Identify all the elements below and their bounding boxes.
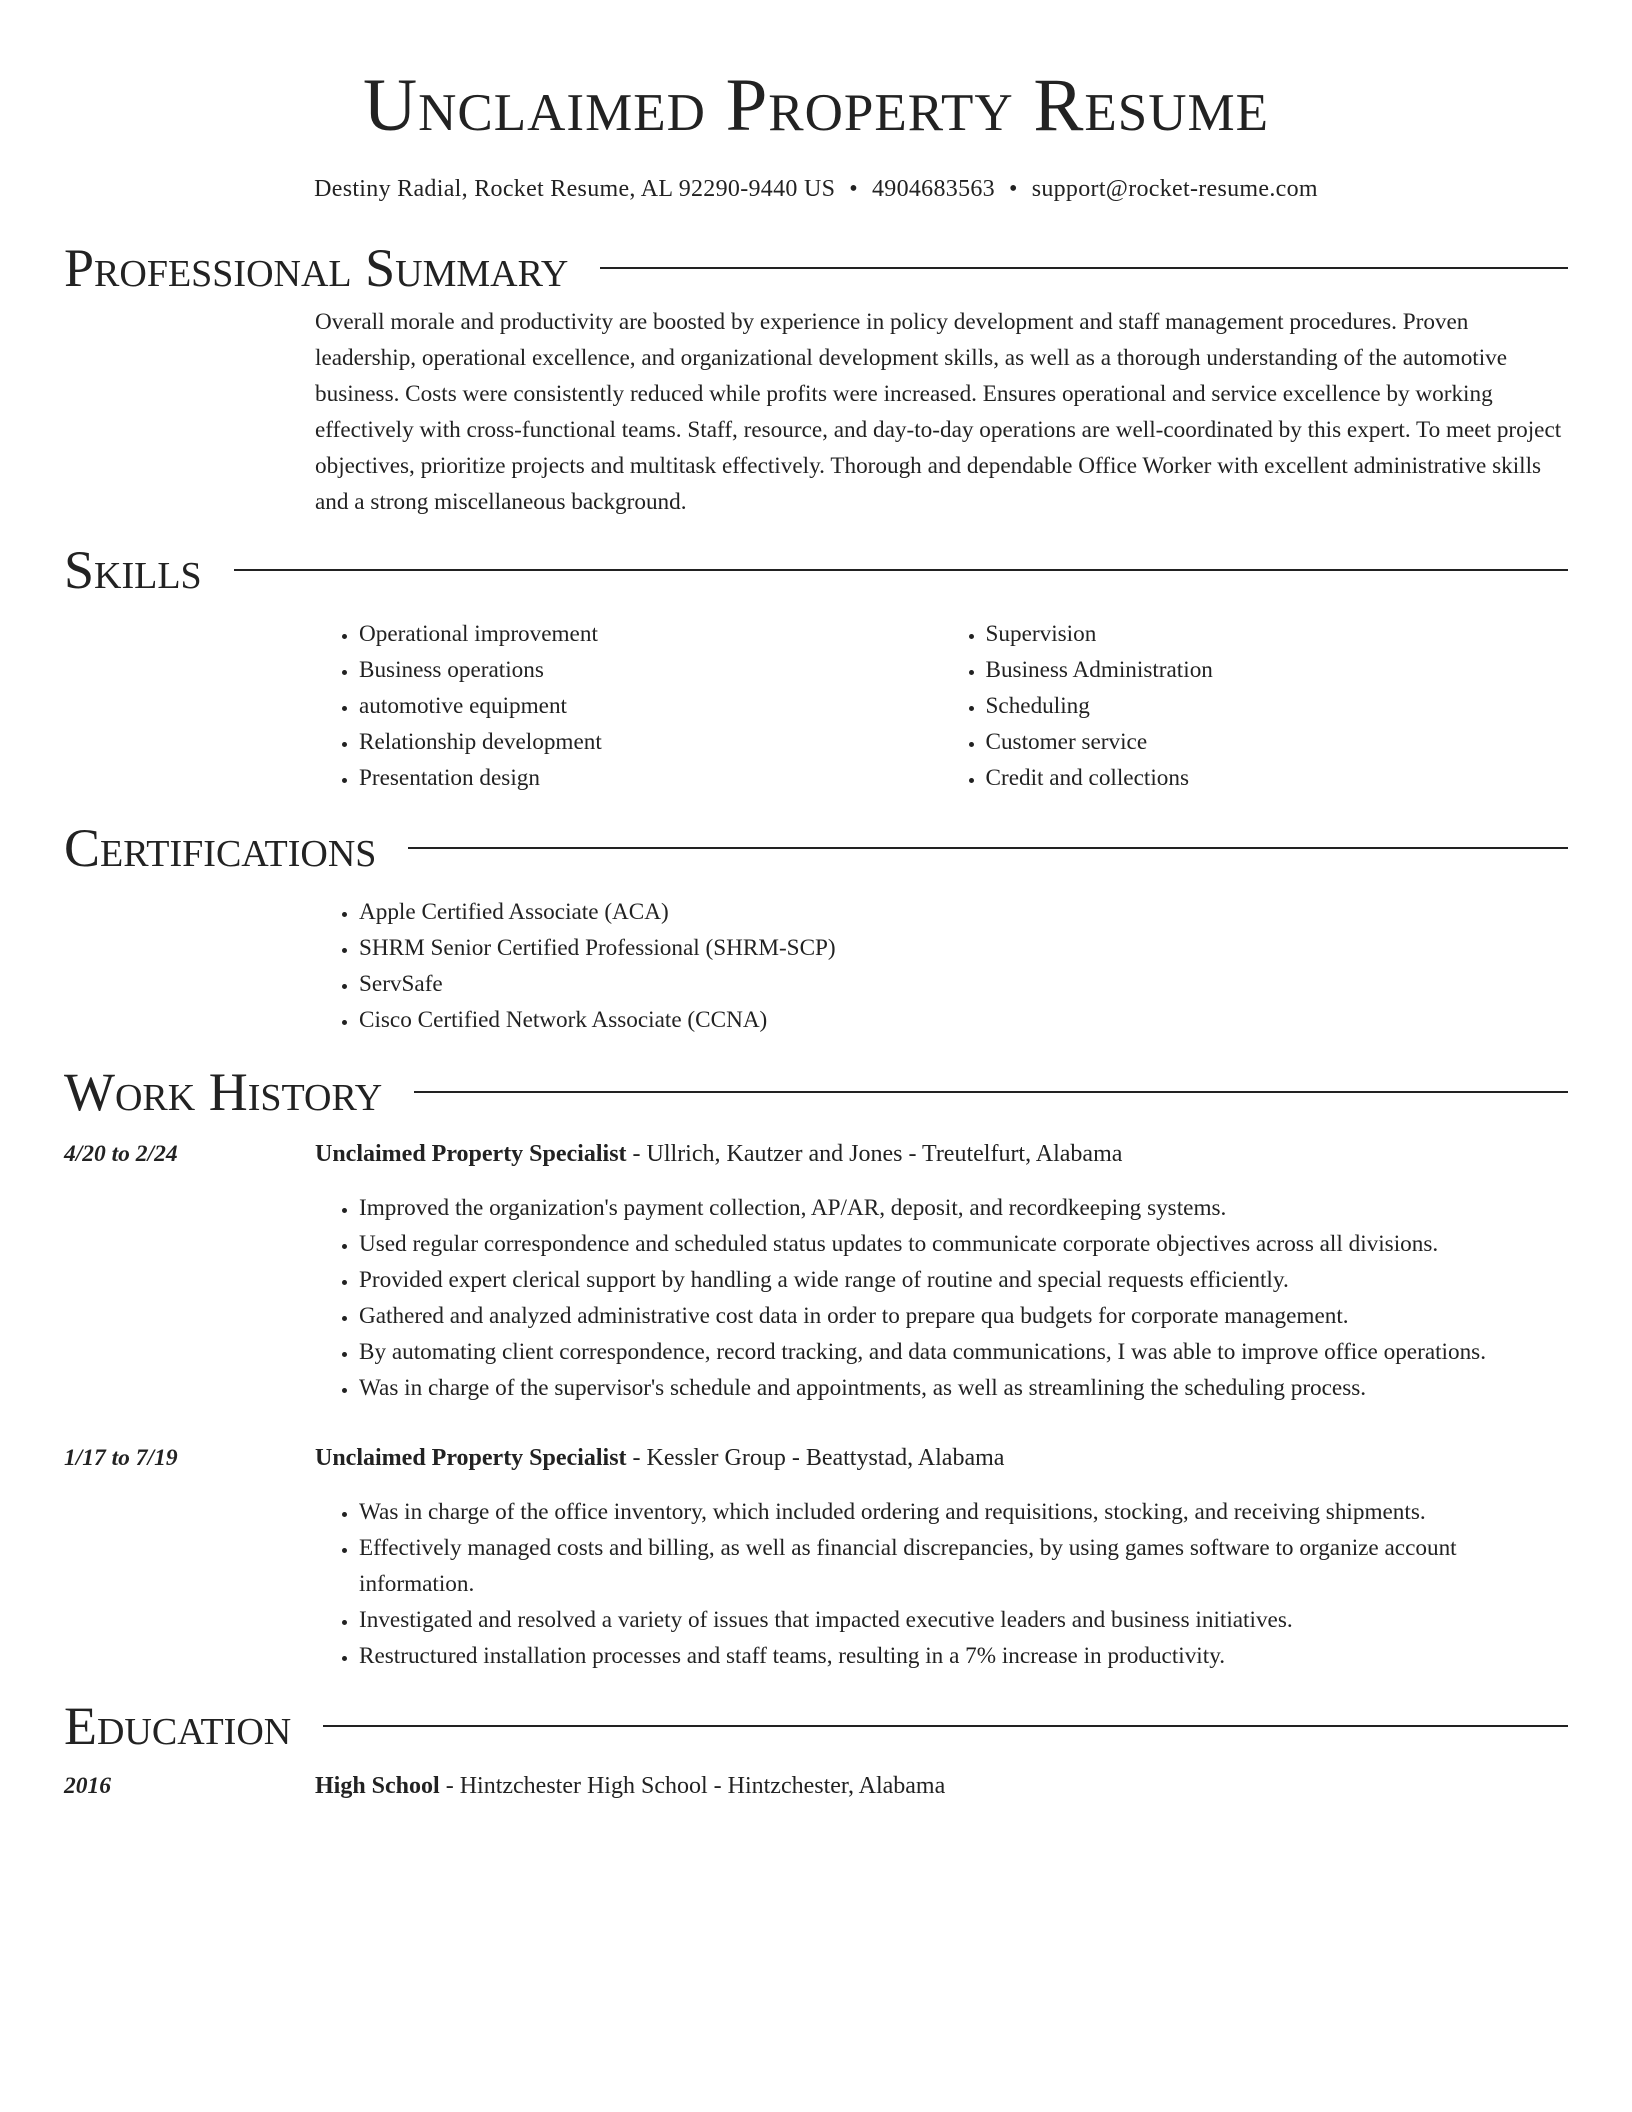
- skill-item: • Supervision: [986, 616, 1569, 652]
- job-bullet: • Effectively managed costs and billing, as well as financial discrepancies, by using games software to organize account information.: [359, 1530, 1568, 1602]
- education-school: - Hintzchester High School - Hintzchester, Alabama: [439, 1773, 946, 1799]
- certifications-content: [315, 894, 1568, 1038]
- skill-item: • Business Administration: [986, 652, 1569, 688]
- contact-separator: •: [1008, 176, 1018, 202]
- job-title: Unclaimed Property Specialist: [315, 1445, 627, 1471]
- skill-item: • Credit and collections: [986, 760, 1569, 796]
- skills-list: [315, 616, 1568, 796]
- work-section-title: Work History: [64, 1062, 383, 1122]
- skills-column-right: [942, 616, 1569, 796]
- section-divider: [414, 1091, 1568, 1093]
- contact-line: [64, 174, 1568, 204]
- skill-item: • Business operations: [359, 652, 942, 688]
- job-dates: 1/17 to 7/19: [64, 1445, 178, 1471]
- job-employer: - Kessler Group - Beattystad, Alabama: [626, 1445, 1005, 1471]
- certification-item: • SHRM Senior Certified Professional (SHRM-SCP): [359, 930, 1568, 966]
- job-bullet-list: [315, 1190, 1568, 1406]
- education-degree: High School: [315, 1773, 440, 1799]
- certifications-section-title: Certifications: [64, 818, 377, 878]
- skill-item: • Customer service: [986, 724, 1569, 760]
- section-divider: [323, 1725, 1568, 1727]
- contact-email: support@rocket-resume.com: [1031, 176, 1318, 202]
- work-section-header: [64, 1060, 1568, 1124]
- skill-item: • Scheduling: [986, 688, 1569, 724]
- summary-section-header: [64, 236, 1568, 300]
- skill-item: • automotive equipment: [359, 688, 942, 724]
- education-entry: [64, 1768, 1568, 1804]
- job-body: [315, 1136, 1568, 1406]
- education-year: 2016: [64, 1773, 111, 1799]
- education-body: [315, 1768, 1568, 1804]
- certification-item: • ServSafe: [359, 966, 1568, 1002]
- education-line: [315, 1768, 1568, 1804]
- certification-item: • Cisco Certified Network Associate (CCNA): [359, 1002, 1568, 1038]
- education-section-title: Education: [64, 1696, 292, 1756]
- job-title: Unclaimed Property Specialist: [315, 1141, 627, 1167]
- job-bullet: • Provided expert clerical support by handling a wide range of routine and special requests efficiently.: [359, 1262, 1568, 1298]
- job-bullet: • Was in charge of the supervisor's schedule and appointments, as well as streamlining the scheduling process.: [359, 1370, 1568, 1406]
- job-body: [315, 1440, 1568, 1674]
- job-bullet: • By automating client correspondence, record tracking, and data communications, I was able to improve office operations.: [359, 1334, 1568, 1370]
- education-section-header: [64, 1694, 1568, 1758]
- section-divider: [234, 569, 1568, 571]
- job-bullet: • Used regular correspondence and scheduled status updates to communicate corporate objectives across all divisions.: [359, 1226, 1568, 1262]
- section-divider: [408, 847, 1568, 849]
- skill-item: • Presentation design: [359, 760, 942, 796]
- summary-text: Overall morale and productivity are boosted by experience in policy development and staff management procedures. Proven leadership, operational excellence, and organizational development skills, as well as a thorough understanding of the automotive business. Costs were consistently reduced while profits were increased. Ensures operational and service excellence by working effectively with cross-functional teams. Staff, resource, and day-to-day operations are well-coordinated by this expert. To meet project objectives, prioritize projects and multitask effectively. Thorough and dependable Office Worker with excellent administrative skills and a strong miscellaneous background.: [315, 309, 1562, 515]
- resume-name: Unclaimed Property Resume: [362, 64, 1270, 147]
- skill-item: • Relationship development: [359, 724, 942, 760]
- job-title-line: [315, 1440, 1568, 1476]
- contact-separator: •: [849, 176, 858, 202]
- skills-column-left: [315, 616, 942, 796]
- job-dates: 4/20 to 2/24: [64, 1141, 178, 1167]
- section-divider: [600, 267, 1568, 269]
- resume-page: [64, 0, 1568, 1804]
- certifications-section-header: [64, 816, 1568, 880]
- job-bullet-list: [315, 1494, 1568, 1674]
- skill-item: • Operational improvement: [359, 616, 942, 652]
- skills-section-title: Skills: [64, 540, 202, 600]
- job-entry: [64, 1136, 1568, 1406]
- job-employer: - Ullrich, Kautzer and Jones - Treutelfurt, Alabama: [626, 1141, 1123, 1167]
- job-bullet: • Improved the organization's payment collection, AP/AR, deposit, and recordkeeping systems.: [359, 1190, 1568, 1226]
- certification-item: • Apple Certified Associate (ACA): [359, 894, 1568, 930]
- job-bullet: • Gathered and analyzed administrative cost data in order to prepare qua budgets for corporate management.: [359, 1298, 1568, 1334]
- job-bullet: • Restructured installation processes and staff teams, resulting in a 7% increase in productivity.: [359, 1638, 1568, 1674]
- contact-address: Destiny Radial, Rocket Resume, AL 92290-9440 US: [314, 176, 836, 202]
- contact-phone: 4904683563: [871, 176, 995, 202]
- job-bullet: • Was in charge of the office inventory, which included ordering and requisitions, stocking, and receiving shipments.: [359, 1494, 1568, 1530]
- job-entry: [64, 1440, 1568, 1674]
- job-bullet: • Investigated and resolved a variety of issues that impacted executive leaders and business initiatives.: [359, 1602, 1568, 1638]
- certifications-list: [315, 894, 1568, 1038]
- summary-content: [315, 304, 1568, 520]
- skills-section-header: [64, 538, 1568, 602]
- summary-section-title: Professional Summary: [64, 238, 569, 298]
- job-title-line: [315, 1136, 1568, 1172]
